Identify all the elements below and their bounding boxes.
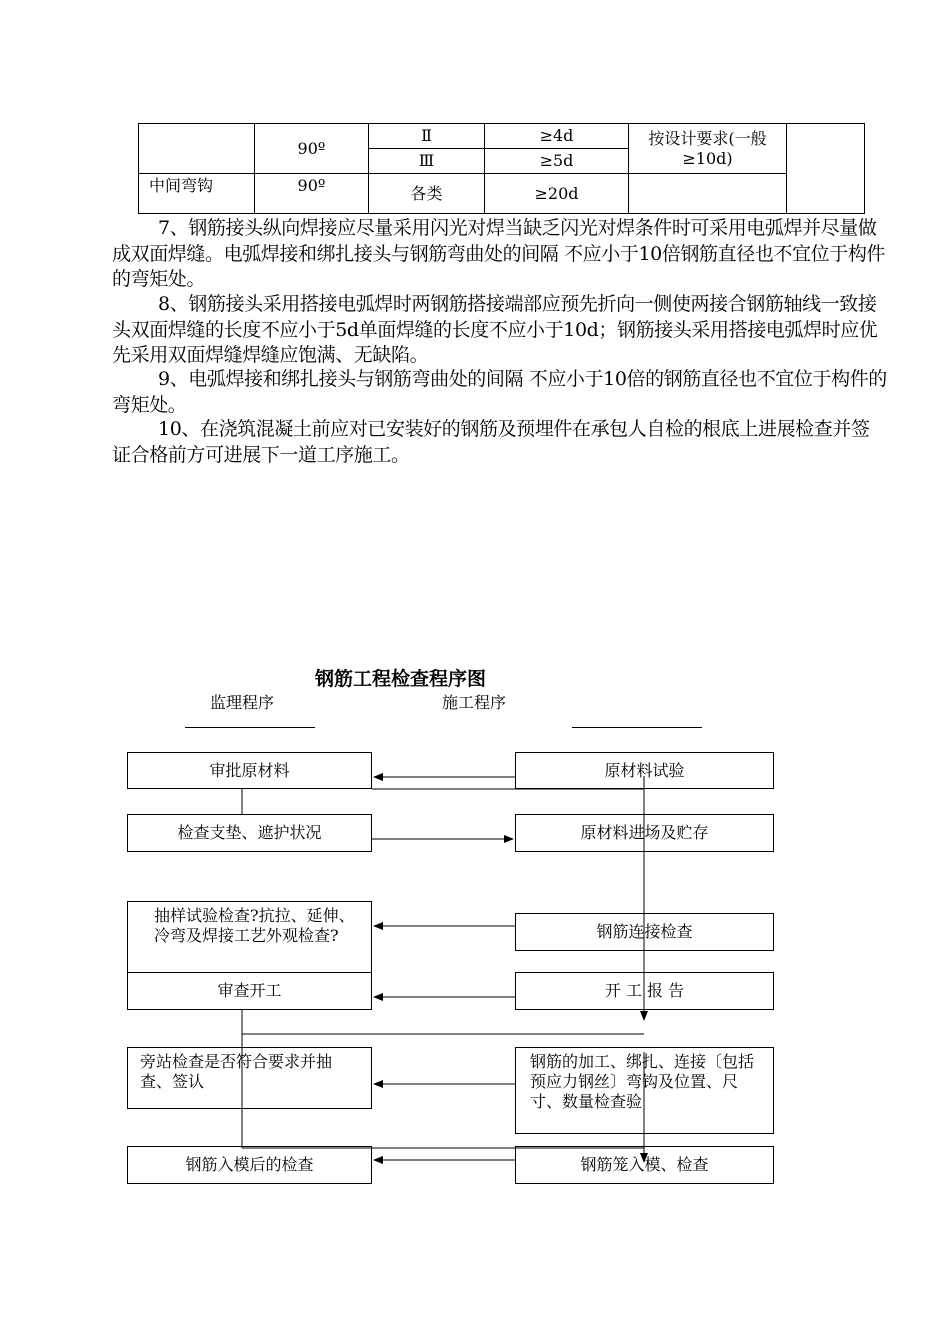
rebar-connection-check-box: 钢筋连接检查 — [515, 913, 774, 951]
table-cell: Ⅱ — [369, 124, 485, 149]
table-cell: Ⅲ — [369, 149, 485, 174]
paragraph: 9、电弧焊接和绑扎接头与钢筋弯曲处的间隔 不应小于10倍的钢筋直径也不宜位于构件的弯矩处。 — [112, 368, 887, 416]
paragraph: 7、钢筋接头纵向焊接应尽量采用闪光对焊当缺乏闪光对焊条件时可采用电弧焊并尽量做成双面焊缝。电弧焊接和绑扎接头与钢筋弯曲处的间隔 不应小于10倍钢筋直径也不宜位于构件的弯矩处。 — [112, 217, 886, 290]
cage-placement-box: 钢筋笼入模、检查 — [515, 1146, 774, 1184]
start-report-box: 开 工 报 告 — [515, 972, 774, 1010]
review-start-box: 审查开工 — [127, 972, 372, 1010]
material-test-box: 原材料试验 — [515, 752, 774, 789]
supervision-check-box: 旁站检查是否符合要求并抽查、签认 — [127, 1047, 372, 1109]
post-placement-check-box: 钢筋入模后的检查 — [127, 1146, 372, 1184]
left-header: 监理程序 — [210, 693, 275, 712]
table-cell: 各类 — [369, 174, 485, 214]
table-cell: ≥5d — [485, 149, 629, 174]
paragraph: 8、钢筋接头采用搭接电弧焊时两钢筋搭接端部应预先折向一侧使两接合钢筋轴线一致接头双面焊缝的长度不应小于5d单面焊缝的长度不应小于10d；钢筋接头采用搭接电弧焊时应优先采用双面焊缝焊缝应饱满、无缺陷。 — [112, 293, 878, 366]
rebar-processing-box: 钢筋的加工、绑扎、连接〔包括预应力钢丝〕弯钩及位置、尺寸、数量检查验 — [515, 1047, 774, 1134]
table-cell: 按设计要求(一般≥10d) — [629, 124, 787, 174]
right-header: 施工程序 — [442, 693, 507, 712]
paragraph: 10、在浇筑混凝土前应对已安装好的钢筋及预埋件在承包人自检的根底上进展检查并签证合格前方可进展下一道工序施工。 — [112, 418, 870, 466]
check-support-box: 检查支垫、遮护状况 — [127, 814, 372, 852]
flowchart-title: 钢筋工程检查程序图 — [315, 668, 487, 690]
table-cell: ≥4d — [485, 124, 629, 149]
table-cell: 90º — [255, 124, 369, 174]
sampling-test-box: 抽样试验检查?抗拉、延伸、冷弯及焊接工艺外观检查? — [127, 901, 372, 973]
table-cell: 90º — [255, 174, 369, 214]
table-cell: ≥20d — [485, 174, 629, 214]
material-storage-box: 原材料进场及贮存 — [515, 814, 774, 852]
table-cell: 中间弯钩 — [139, 174, 255, 214]
approve-materials-box: 审批原材料 — [127, 752, 372, 789]
